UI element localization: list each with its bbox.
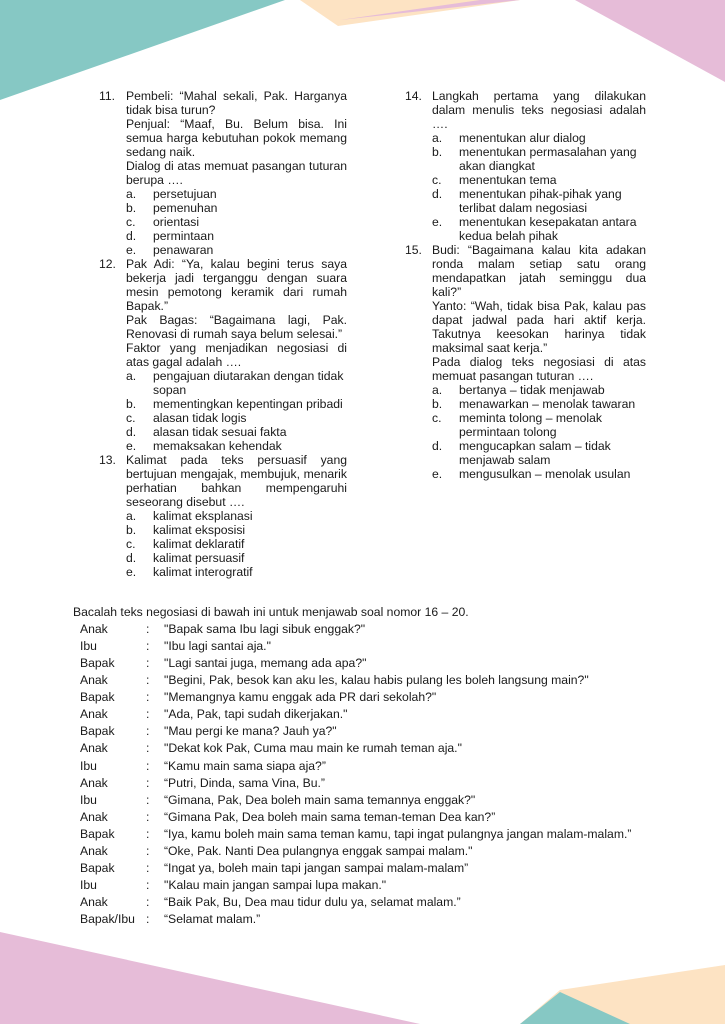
dialog-line — [80, 639, 680, 656]
option-text: mengusulkan – menolak usulan — [459, 467, 631, 481]
right-column — [405, 89, 646, 481]
question-text: Yanto: “Wah, tidak bisa Pak, kalau pas dapat jadwal pada hari aktif kerja. Takutnya keesokan harinya tidak maksimal saat kerja.” — [432, 299, 646, 355]
question-item — [99, 257, 347, 453]
answer-option — [432, 145, 646, 173]
dialog-speaker: Anak — [80, 809, 108, 824]
option-letter: e. — [432, 467, 443, 481]
dialog-text: "Mau pergi ke mana? Jauh ya?" — [164, 724, 337, 739]
option-text: kalimat deklaratif — [153, 537, 245, 551]
dialog-line — [80, 724, 680, 741]
answer-option — [126, 229, 347, 243]
question-text: Faktor yang menjadikan negosiasi di atas gagal adalah …. — [126, 341, 347, 369]
dialog-line — [80, 912, 680, 929]
dialog-line — [80, 793, 680, 810]
dialog-colon: : — [146, 775, 150, 790]
dialog-line — [80, 810, 680, 827]
option-letter: c. — [126, 215, 136, 229]
question-text: Kalimat pada teks persuasif yang bertujuan mengajak, membujuk, menarik perhatian bahkan mempengaruhi seseorang disebut …. — [126, 453, 347, 509]
option-text: bertanya – tidak menjawab — [459, 383, 605, 397]
answer-option — [126, 537, 347, 551]
option-text: persetujuan — [153, 187, 217, 201]
question-text: Pembeli: “Mahal sekali, Pak. Harganya tidak bisa turun? — [126, 89, 347, 117]
dialog-text: "Dekat kok Pak, Cuma mau main ke rumah teman aja." — [164, 741, 462, 756]
option-text: menentukan alur dialog — [459, 131, 586, 145]
dialog-line — [80, 673, 680, 690]
option-letter: c. — [432, 411, 442, 425]
dialog-text: “Kamu main sama siapa aja?” — [164, 758, 326, 773]
option-letter: d. — [432, 187, 443, 201]
option-letter: a. — [126, 509, 137, 523]
dialog-line — [80, 741, 680, 758]
question-number: 11. — [99, 89, 116, 103]
answer-option — [126, 187, 347, 201]
option-letter: a. — [126, 369, 137, 383]
option-text: menentukan permasalahan yang akan diangkat — [459, 145, 637, 173]
question-number: 12. — [99, 257, 116, 271]
option-letter: d. — [432, 439, 443, 453]
dialog-colon: : — [146, 826, 150, 841]
question-number: 15. — [405, 243, 422, 257]
option-text: orientasi — [153, 215, 200, 229]
option-letter: e. — [126, 439, 137, 453]
answer-option — [126, 243, 347, 257]
answer-option — [126, 425, 347, 439]
question-text: Budi: “Bagaimana kalau kita adakan ronda malam setiap satu orang mendapatkan jatah seminggu dua kali?” — [432, 243, 646, 299]
option-letter: e. — [432, 215, 443, 229]
option-text: menentukan pihak-pihak yang terlibat dalam negosiasi — [459, 187, 622, 215]
dialog-line — [80, 844, 680, 861]
option-letter: a. — [432, 131, 443, 145]
option-letter: d. — [126, 229, 137, 243]
answer-option — [432, 383, 646, 397]
dialog-colon: : — [146, 843, 150, 858]
option-letter: e. — [126, 243, 137, 257]
top-left-teal-shape — [0, 0, 285, 100]
dialog-colon: : — [146, 622, 150, 636]
option-letter: b. — [126, 523, 137, 537]
option-text: memaksakan kehendak — [153, 439, 282, 453]
option-text: menentukan tema — [459, 173, 557, 187]
option-letter: b. — [126, 397, 137, 411]
dialog-colon: : — [146, 690, 150, 705]
dialog-text: “Ingat ya, boleh main tapi jangan sampai malam-malam” — [164, 860, 469, 875]
dialog-text: “Selamat malam.” — [164, 912, 261, 927]
dialog-text: "Memangnya kamu enggak ada PR dari sekolah?" — [164, 690, 437, 705]
dialog-text: "Kalau main jangan sampai lupa makan." — [164, 877, 387, 892]
dialog-speaker: Ibu — [80, 792, 97, 807]
option-letter: b. — [126, 201, 137, 215]
question-item — [405, 243, 646, 481]
question-text: Pada dialog teks negosiasi di atas memuat pasangan tuturan …. — [432, 355, 646, 383]
dialog-colon: : — [146, 912, 150, 927]
answer-option — [126, 201, 347, 215]
dialog-colon: : — [146, 895, 150, 909]
option-letter: d. — [126, 425, 137, 439]
dialog-text: "Lagi santai juga, memang ada apa?" — [164, 656, 367, 671]
question-number: 14. — [405, 89, 422, 103]
answer-option — [432, 173, 646, 187]
option-text: kalimat eksposisi — [153, 523, 246, 537]
answer-option — [126, 551, 347, 565]
dialog-speaker: Bapak — [80, 724, 115, 739]
dialog-speaker: Anak — [80, 741, 108, 756]
dialog-colon: : — [146, 673, 150, 688]
dialog-speaker: Ibu — [80, 877, 97, 892]
top-right-pink-shape — [575, 0, 725, 82]
option-text: kalimat eksplanasi — [153, 509, 253, 523]
negotiation-dialog — [80, 622, 680, 929]
dialog-text: “Gimana Pak, Dea boleh main sama teman-teman Dea kan?” — [164, 809, 496, 824]
reading-instruction: Bacalah teks negosiasi di bawah ini untuk menjawab soal nomor 16 – 20. — [73, 605, 469, 619]
option-text: alasan tidak sesuai fakta — [153, 425, 287, 439]
dialog-speaker: Anak — [80, 895, 108, 909]
dialog-line — [80, 707, 680, 724]
dialog-speaker: Anak — [80, 843, 108, 858]
option-text: penawaran — [153, 243, 214, 257]
dialog-text: “Oke, Pak. Nanti Dea pulangnya enggak sampai malam." — [164, 843, 473, 858]
dialog-line — [80, 690, 680, 707]
dialog-text: "Ada, Pak, tapi sudah dikerjakan." — [164, 707, 348, 722]
answer-option — [126, 439, 347, 453]
option-text: pengajuan diutarakan dengan tidak sopan — [153, 369, 344, 397]
dialog-colon: : — [146, 741, 150, 756]
dialog-colon: : — [146, 758, 150, 773]
answer-option — [432, 397, 646, 411]
dialog-speaker: Bapak — [80, 656, 115, 671]
dialog-speaker: Bapak — [80, 860, 115, 875]
question-text: Pak Bagas: “Bagaimana lagi, Pak. Renovasi di rumah saya belum selesai.” — [126, 313, 347, 341]
dialog-text: “Baik Pak, Bu, Dea mau tidur dulu ya, selamat malam.” — [164, 895, 461, 909]
option-letter: b. — [432, 397, 443, 411]
dialog-colon: : — [146, 809, 150, 824]
dialog-line — [80, 878, 680, 895]
question-number: 13. — [99, 453, 116, 467]
question-text: Langkah pertama yang dilakukan dalam menulis teks negosiasi adalah …. — [432, 89, 646, 131]
dialog-colon: : — [146, 639, 150, 654]
dialog-speaker: Anak — [80, 775, 108, 790]
dialog-speaker: Ibu — [80, 639, 97, 654]
option-text: pemenuhan — [153, 201, 218, 215]
top-center-peach-shape — [300, 0, 520, 26]
answer-option — [432, 467, 646, 481]
option-text: permintaan — [153, 229, 214, 243]
dialog-text: “Gimana, Pak, Dea boleh main sama temannya enggak?" — [164, 792, 476, 807]
option-text: menentukan kesepakatan antara kedua belah pihak — [459, 215, 637, 243]
option-text: kalimat persuasif — [153, 551, 245, 565]
dialog-text: "Ibu lagi santai aja." — [164, 639, 271, 654]
option-text: mengucapkan salam – tidak menjawab salam — [459, 439, 611, 467]
answer-option — [126, 397, 347, 411]
option-letter: c. — [126, 411, 136, 425]
dialog-text: “Putri, Dinda, sama Vina, Bu.” — [164, 775, 325, 790]
dialog-line — [80, 759, 680, 776]
dialog-line — [80, 656, 680, 673]
answer-option — [432, 411, 646, 439]
option-text: alasan tidak logis — [153, 411, 247, 425]
question-text: Penjual: “Maaf, Bu. Belum bisa. Ini semua harga kebutuhan pokok memang sedang naik. — [126, 117, 347, 159]
option-letter: c. — [126, 537, 136, 551]
dialog-speaker: Bapak/Ibu — [80, 912, 135, 927]
option-letter: d. — [126, 551, 137, 565]
dialog-colon: : — [146, 792, 150, 807]
option-text: menawarkan – menolak tawaran — [459, 397, 636, 411]
dialog-text: “Iya, kamu boleh main sama teman kamu, tapi ingat pulangnya jangan malam-malam.” — [164, 826, 632, 841]
dialog-text: "Begini, Pak, besok kan aku les, kalau habis pulang les boleh langsung main?" — [164, 673, 589, 688]
option-letter: e. — [126, 565, 137, 579]
answer-option — [432, 187, 646, 215]
answer-option — [126, 509, 347, 523]
dialog-colon: : — [146, 707, 150, 722]
answer-option — [126, 523, 347, 537]
question-item — [99, 89, 347, 257]
answer-option — [432, 439, 646, 467]
dialog-speaker: Bapak — [80, 826, 115, 841]
question-item — [99, 453, 347, 579]
option-text: meminta tolong – menolak permintaan tolong — [459, 411, 602, 439]
dialog-colon: : — [146, 656, 150, 671]
bottom-left-pink-shape — [0, 932, 420, 1024]
dialog-line — [80, 622, 680, 639]
left-column — [99, 89, 347, 579]
answer-option — [126, 369, 347, 397]
option-letter: c. — [432, 173, 442, 187]
dialog-colon: : — [146, 860, 150, 875]
option-letter: a. — [126, 187, 137, 201]
option-letter: b. — [432, 145, 443, 159]
question-text: Dialog di atas memuat pasangan tuturan berupa …. — [126, 159, 347, 187]
option-letter: a. — [432, 383, 443, 397]
answer-option — [126, 411, 347, 425]
dialog-line — [80, 895, 680, 912]
dialog-line — [80, 776, 680, 793]
answer-option — [126, 215, 347, 229]
dialog-speaker: Bapak — [80, 690, 115, 705]
dialog-text: "Bapak sama Ibu lagi sibuk enggak?" — [164, 622, 366, 636]
answer-option — [126, 565, 347, 579]
dialog-speaker: Anak — [80, 707, 108, 722]
question-text: Pak Adi: “Ya, kalau begini terus saya bekerja jadi terganggu dengan suara mesin pemotong keramik dari rumah Bapak.” — [126, 257, 347, 313]
answer-option — [432, 131, 646, 145]
dialog-colon: : — [146, 877, 150, 892]
dialog-colon: : — [146, 724, 150, 739]
dialog-line — [80, 861, 680, 878]
dialog-speaker: Anak — [80, 622, 108, 636]
dialog-line — [80, 827, 680, 844]
question-item — [405, 89, 646, 243]
answer-option — [432, 215, 646, 243]
option-text: kalimat interogratif — [153, 565, 253, 579]
dialog-speaker: Anak — [80, 673, 108, 688]
dialog-speaker: Ibu — [80, 758, 97, 773]
option-text: mementingkan kepentingan pribadi — [153, 397, 343, 411]
